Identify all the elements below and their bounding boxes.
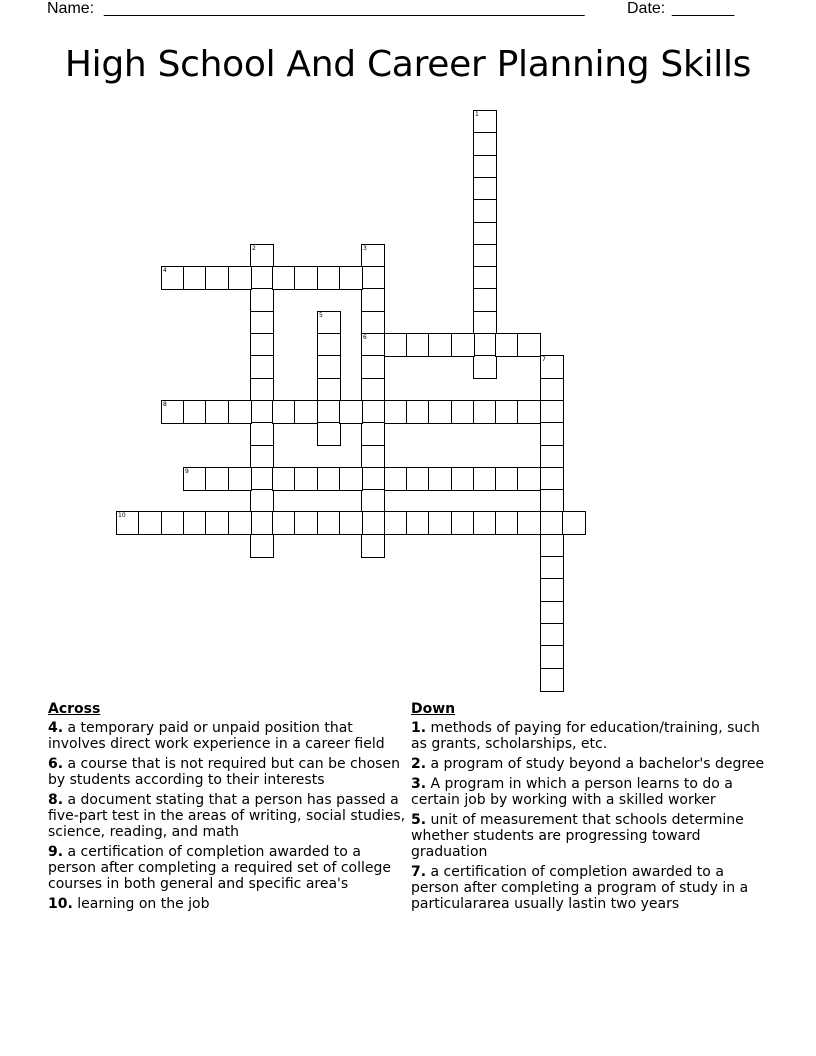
crossword-cell[interactable] bbox=[339, 400, 363, 424]
crossword-cell[interactable] bbox=[473, 311, 497, 335]
clue-item bbox=[411, 776, 771, 808]
crossword-cell[interactable] bbox=[495, 467, 519, 491]
clue-number: 8 bbox=[163, 401, 167, 408]
crossword-cell[interactable] bbox=[540, 378, 564, 402]
crossword-cell[interactable] bbox=[406, 333, 430, 357]
clue-item-number: 3. bbox=[411, 776, 427, 792]
down-clues bbox=[411, 700, 771, 916]
clue-item-number: 6. bbox=[48, 756, 64, 772]
crossword-cell[interactable] bbox=[161, 266, 185, 290]
crossword-cell[interactable] bbox=[540, 534, 564, 558]
crossword-cell[interactable] bbox=[250, 534, 274, 558]
crossword-cell[interactable] bbox=[317, 467, 341, 491]
crossword-cell[interactable] bbox=[473, 333, 497, 357]
clue-item bbox=[48, 756, 408, 788]
crossword-cell[interactable] bbox=[272, 467, 296, 491]
crossword-cell[interactable] bbox=[228, 467, 252, 491]
crossword-cell[interactable] bbox=[317, 422, 341, 446]
clue-item-text: a program of study beyond a bachelor's degree bbox=[430, 756, 765, 772]
crossword-cell[interactable] bbox=[451, 400, 475, 424]
crossword-cell[interactable] bbox=[361, 244, 385, 268]
crossword-cell[interactable] bbox=[317, 333, 341, 357]
crossword-cell[interactable] bbox=[205, 467, 229, 491]
clue-item-text: a document stating that a person has passed a five-part test in the areas of writing, social studies, science, reading, and math bbox=[48, 792, 406, 840]
crossword-cell[interactable] bbox=[250, 266, 274, 290]
crossword-cell[interactable] bbox=[406, 400, 430, 424]
clue-item-text: a course that is not required but can be chosen by students according to their interests bbox=[48, 756, 400, 788]
crossword-cell[interactable] bbox=[473, 355, 497, 379]
clue-item-text: a temporary paid or unpaid position that involves direct work experience in a career field bbox=[48, 720, 385, 752]
crossword-cell[interactable] bbox=[451, 511, 475, 535]
crossword-cell[interactable] bbox=[473, 177, 497, 201]
crossword-cell[interactable] bbox=[205, 266, 229, 290]
crossword-cell[interactable] bbox=[250, 288, 274, 312]
crossword-cell[interactable] bbox=[272, 400, 296, 424]
crossword-cell[interactable] bbox=[517, 467, 541, 491]
clue-item-number: 1. bbox=[411, 720, 427, 736]
crossword-cell[interactable] bbox=[473, 155, 497, 179]
crossword-cell[interactable] bbox=[428, 333, 452, 357]
crossword-cell[interactable] bbox=[183, 511, 207, 535]
crossword-cell[interactable] bbox=[339, 467, 363, 491]
crossword-cell[interactable] bbox=[473, 288, 497, 312]
crossword-cell[interactable] bbox=[361, 467, 385, 491]
crossword-cell[interactable] bbox=[317, 311, 341, 335]
crossword-cell[interactable] bbox=[272, 511, 296, 535]
clue-item-number: 7. bbox=[411, 864, 427, 880]
clue-item-number: 9. bbox=[48, 844, 64, 860]
crossword-cell[interactable] bbox=[473, 222, 497, 246]
crossword-cell[interactable] bbox=[361, 333, 385, 357]
clue-item-number: 2. bbox=[411, 756, 427, 772]
clue-item bbox=[411, 812, 771, 860]
clue-item-number: 8. bbox=[48, 792, 64, 808]
clue-item-text: methods of paying for education/training, such as grants, scholarships, etc. bbox=[411, 720, 760, 752]
crossword-cell[interactable] bbox=[317, 400, 341, 424]
crossword-cell[interactable] bbox=[250, 400, 274, 424]
name-label: Name: bbox=[47, 0, 95, 17]
crossword-cell[interactable] bbox=[116, 511, 140, 535]
crossword-cell[interactable] bbox=[540, 511, 564, 535]
date-blank[interactable]: _______ bbox=[672, 0, 735, 17]
clue-number: 9 bbox=[185, 468, 189, 475]
crossword-cell[interactable] bbox=[384, 400, 408, 424]
page-title: High School And Career Planning Skills bbox=[64, 44, 752, 85]
clue-number: 3 bbox=[363, 245, 367, 252]
crossword-cell[interactable] bbox=[272, 266, 296, 290]
crossword-cell[interactable] bbox=[205, 511, 229, 535]
crossword-cell[interactable] bbox=[138, 511, 162, 535]
clue-item-number: 10. bbox=[48, 896, 73, 912]
crossword-cell[interactable] bbox=[250, 333, 274, 357]
crossword-cell[interactable] bbox=[250, 445, 274, 469]
clue-number: 7 bbox=[542, 356, 546, 363]
clue-item-number: 4. bbox=[48, 720, 64, 736]
crossword-cell[interactable] bbox=[517, 400, 541, 424]
crossword-cell[interactable] bbox=[406, 467, 430, 491]
crossword-cell[interactable] bbox=[317, 378, 341, 402]
clue-item-text: learning on the job bbox=[77, 896, 210, 912]
crossword-cell[interactable] bbox=[250, 467, 274, 491]
clue-item-text: unit of measurement that schools determine whether students are progressing toward graduation bbox=[411, 812, 744, 860]
crossword-cell[interactable] bbox=[161, 400, 185, 424]
crossword-cell[interactable] bbox=[540, 400, 564, 424]
crossword-cell[interactable] bbox=[428, 400, 452, 424]
clue-number: 2 bbox=[252, 245, 256, 252]
crossword-cell[interactable] bbox=[384, 511, 408, 535]
crossword-cell[interactable] bbox=[540, 445, 564, 469]
across-clue-list bbox=[48, 720, 408, 912]
crossword-cell[interactable] bbox=[317, 511, 341, 535]
clue-item-text: a certification of completion awarded to a person after completing a required set of college courses in both general and specific area's bbox=[48, 844, 391, 892]
crossword-cell[interactable] bbox=[540, 422, 564, 446]
crossword-cell[interactable] bbox=[183, 266, 207, 290]
clue-item bbox=[411, 720, 771, 752]
crossword-cell[interactable] bbox=[540, 467, 564, 491]
crossword-cell[interactable] bbox=[250, 311, 274, 335]
crossword-cell[interactable] bbox=[384, 333, 408, 357]
name-blank[interactable]: ______________________________________________________ bbox=[104, 0, 585, 17]
crossword-cell[interactable] bbox=[250, 355, 274, 379]
crossword-cell[interactable] bbox=[540, 556, 564, 580]
crossword-cell[interactable] bbox=[540, 355, 564, 379]
crossword-cell[interactable] bbox=[473, 199, 497, 223]
crossword-cell[interactable] bbox=[473, 244, 497, 268]
crossword-cell[interactable] bbox=[361, 266, 385, 290]
clue-number: 5 bbox=[319, 312, 323, 319]
crossword-cell[interactable] bbox=[451, 467, 475, 491]
crossword-cell[interactable] bbox=[339, 266, 363, 290]
crossword-cell[interactable] bbox=[361, 355, 385, 379]
crossword-cell[interactable] bbox=[562, 511, 586, 535]
across-clues bbox=[48, 700, 408, 916]
clue-item bbox=[48, 792, 408, 840]
crossword-cell[interactable] bbox=[361, 288, 385, 312]
crossword-cell[interactable] bbox=[540, 668, 564, 692]
crossword-cell[interactable] bbox=[473, 132, 497, 156]
clue-item bbox=[48, 844, 408, 892]
crossword-cell[interactable] bbox=[517, 333, 541, 357]
crossword-cell[interactable] bbox=[228, 266, 252, 290]
crossword-cell[interactable] bbox=[183, 400, 207, 424]
crossword-cell[interactable] bbox=[540, 623, 564, 647]
crossword-cell[interactable] bbox=[406, 511, 430, 535]
crossword-cell[interactable] bbox=[517, 511, 541, 535]
crossword-cell[interactable] bbox=[339, 511, 363, 535]
crossword-cell[interactable] bbox=[294, 511, 318, 535]
crossword-cell[interactable] bbox=[361, 445, 385, 469]
crossword-cell[interactable] bbox=[294, 266, 318, 290]
clue-item-text: A program in which a person learns to do a certain job by working with a skilled worker bbox=[411, 776, 733, 808]
crossword-cell[interactable] bbox=[250, 422, 274, 446]
crossword-cell[interactable] bbox=[361, 400, 385, 424]
crossword-cell[interactable] bbox=[250, 489, 274, 513]
crossword-cell[interactable] bbox=[294, 467, 318, 491]
crossword-cell[interactable] bbox=[540, 601, 564, 625]
crossword-cell[interactable] bbox=[384, 467, 408, 491]
crossword-cell[interactable] bbox=[361, 422, 385, 446]
crossword-cell[interactable] bbox=[495, 333, 519, 357]
crossword-cell[interactable] bbox=[250, 378, 274, 402]
across-heading: Across bbox=[48, 701, 101, 717]
crossword-cell[interactable] bbox=[361, 534, 385, 558]
crossword-cell[interactable] bbox=[361, 489, 385, 513]
crossword-cell[interactable] bbox=[428, 511, 452, 535]
clue-item-number: 5. bbox=[411, 812, 427, 828]
crossword-cell[interactable] bbox=[473, 110, 497, 134]
crossword-cell[interactable] bbox=[361, 511, 385, 535]
clue-number: 6 bbox=[363, 334, 367, 341]
date-label: Date: bbox=[627, 0, 666, 17]
down-clue-list bbox=[411, 720, 771, 912]
crossword-cell[interactable] bbox=[250, 511, 274, 535]
crossword-cell[interactable] bbox=[428, 467, 452, 491]
clue-item bbox=[48, 896, 408, 912]
crossword-cell[interactable] bbox=[361, 311, 385, 335]
crossword-cell[interactable] bbox=[495, 400, 519, 424]
crossword-cell[interactable] bbox=[540, 489, 564, 513]
crossword-cell[interactable] bbox=[317, 266, 341, 290]
clue-item bbox=[411, 864, 771, 912]
crossword-cell[interactable] bbox=[183, 467, 207, 491]
down-heading: Down bbox=[411, 701, 456, 717]
clue-number: 10 bbox=[118, 512, 126, 519]
crossword-cell[interactable] bbox=[228, 511, 252, 535]
crossword-cell[interactable] bbox=[540, 578, 564, 602]
crossword-cell[interactable] bbox=[361, 378, 385, 402]
crossword-cell[interactable] bbox=[540, 645, 564, 669]
clue-item bbox=[411, 756, 771, 772]
crossword-cell[interactable] bbox=[495, 511, 519, 535]
crossword-cell[interactable] bbox=[294, 400, 318, 424]
clue-number: 1 bbox=[475, 111, 479, 118]
crossword-cell[interactable] bbox=[228, 400, 252, 424]
crossword-cell[interactable] bbox=[250, 244, 274, 268]
crossword-cell[interactable] bbox=[473, 266, 497, 290]
clue-item-text: a certification of completion awarded to a person after completing a program of study in a particulararea usually lastin two years bbox=[411, 864, 749, 912]
crossword-cell[interactable] bbox=[473, 467, 497, 491]
crossword-cell[interactable] bbox=[161, 511, 185, 535]
crossword-cell[interactable] bbox=[473, 400, 497, 424]
crossword-cell[interactable] bbox=[451, 333, 475, 357]
crossword-cell[interactable] bbox=[317, 355, 341, 379]
clue-number: 4 bbox=[163, 267, 167, 274]
crossword-cell[interactable] bbox=[205, 400, 229, 424]
crossword-cell[interactable] bbox=[473, 511, 497, 535]
clue-item bbox=[48, 720, 408, 752]
